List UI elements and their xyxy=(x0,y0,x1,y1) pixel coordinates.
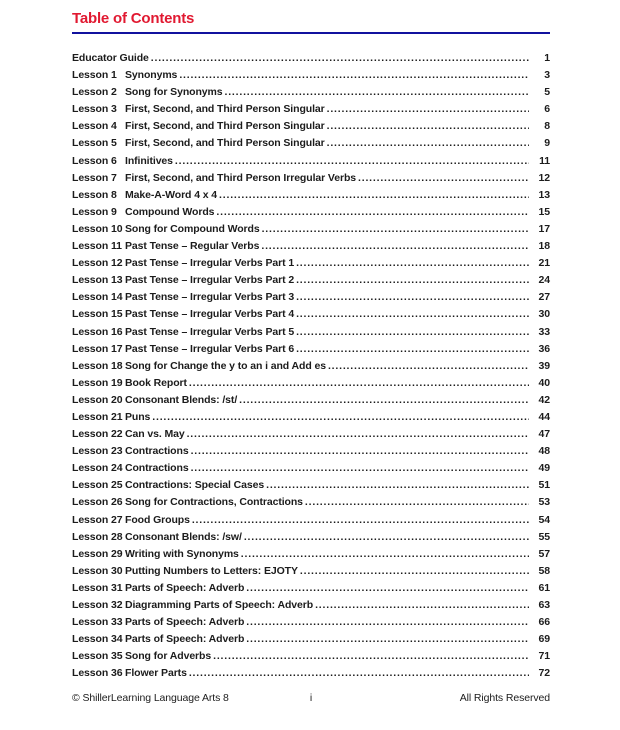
lesson-number: Lesson 9 xyxy=(72,205,117,218)
entry-title: Consonant Blends: /st/ xyxy=(125,393,238,406)
lesson-number: Lesson 10 xyxy=(72,222,123,235)
toc-entry[interactable] xyxy=(72,170,550,187)
toc-entry[interactable] xyxy=(72,392,550,409)
lesson-number: Lesson 30 xyxy=(72,564,123,577)
entry-page-number: 1 xyxy=(544,52,550,64)
entry-page-number: 21 xyxy=(538,257,550,270)
dot-leader xyxy=(327,118,529,135)
entry-page-number: 53 xyxy=(538,496,550,509)
dot-leader xyxy=(189,375,529,392)
toc-entry[interactable] xyxy=(72,460,550,477)
entry-title: Book Report xyxy=(125,376,187,389)
toc-entry[interactable] xyxy=(72,648,550,665)
toc-entry[interactable] xyxy=(72,546,550,563)
lesson-number: Lesson 2 xyxy=(72,86,117,99)
entry-title: Song for Synonyms xyxy=(125,86,223,99)
dot-leader xyxy=(187,426,529,443)
entry-page-number: 69 xyxy=(538,633,550,646)
entry-page-number: 39 xyxy=(538,359,550,372)
entry-title: Past Tense – Irregular Verbs Part 3 xyxy=(125,291,295,304)
lesson-number: Lesson 11 xyxy=(72,240,122,253)
entry-page-number: 71 xyxy=(538,650,550,663)
entry-page-number: 61 xyxy=(538,581,550,594)
lesson-number: Lesson 31 xyxy=(72,581,123,594)
dot-leader xyxy=(189,665,529,682)
entry-page-number: 3 xyxy=(544,69,550,82)
entry-title: Parts of Speech: Adverb xyxy=(125,581,245,594)
lesson-number: Lesson 15 xyxy=(72,308,123,321)
entry-title: Past Tense – Irregular Verbs Part 5 xyxy=(125,325,295,338)
entry-title: Compound Words xyxy=(125,205,215,218)
entry-title: Parts of Speech: Adverb xyxy=(125,633,245,646)
toc-entry[interactable] xyxy=(72,409,550,426)
toc-entry[interactable] xyxy=(72,563,550,580)
entry-page-number: 8 xyxy=(544,120,550,133)
entry-page-number: 12 xyxy=(538,171,550,184)
entry-page-number: 72 xyxy=(538,667,550,680)
lesson-number: Lesson 25 xyxy=(72,479,123,492)
dot-leader xyxy=(246,580,529,597)
toc-entry[interactable] xyxy=(72,187,550,204)
dot-leader xyxy=(328,358,529,375)
toc-entry[interactable] xyxy=(72,118,550,135)
entry-title: Food Groups xyxy=(125,513,190,526)
toc-entry[interactable] xyxy=(72,135,550,152)
entry-title: Past Tense – Irregular Verbs Part 1 xyxy=(125,257,295,270)
dot-leader xyxy=(219,187,529,204)
dot-leader xyxy=(300,563,529,580)
dot-leader xyxy=(296,289,529,306)
dot-leader xyxy=(296,306,529,323)
dot-leader xyxy=(151,50,529,67)
lesson-number: Lesson 29 xyxy=(72,547,123,560)
entry-title: First, Second, and Third Person Irregular Verbs xyxy=(125,171,357,184)
entry-title: Infinitives xyxy=(125,154,173,167)
document-content xyxy=(72,10,550,682)
entry-title: Contractions xyxy=(125,445,189,458)
page-title: Table of Contents xyxy=(72,10,195,27)
page-footer xyxy=(72,692,550,704)
entry-page-number: 17 xyxy=(538,222,550,235)
lesson-number: Lesson 21 xyxy=(72,410,123,423)
entry-title: Song for Adverbs xyxy=(125,650,212,663)
dot-leader xyxy=(241,546,529,563)
entry-title: First, Second, and Third Person Singular xyxy=(125,137,325,150)
toc-entry[interactable] xyxy=(72,221,550,238)
entry-title: Contractions xyxy=(125,462,189,475)
lesson-number: Lesson 27 xyxy=(72,513,123,526)
entry-title: Putting Numbers to Letters: EJOTY xyxy=(125,564,298,577)
toc-entry[interactable] xyxy=(72,580,550,597)
lesson-number: Lesson 3 xyxy=(72,103,117,116)
toc-entry[interactable] xyxy=(72,204,550,221)
entry-page-number: 54 xyxy=(538,513,550,526)
entry-page-number: 49 xyxy=(538,462,550,475)
entry-title: Educator Guide xyxy=(72,52,149,64)
toc-entry[interactable] xyxy=(72,255,550,272)
toc-entry[interactable] xyxy=(72,631,550,648)
lesson-number: Lesson 14 xyxy=(72,291,123,304)
toc-entry[interactable] xyxy=(72,84,550,101)
lesson-number: Lesson 24 xyxy=(72,462,123,475)
entry-page-number: 58 xyxy=(538,564,550,577)
entry-page-number: 63 xyxy=(538,599,550,611)
entry-title: Flower Parts xyxy=(125,667,187,680)
lesson-number: Lesson 32 xyxy=(72,599,123,611)
dot-leader xyxy=(152,409,529,426)
toc-entry[interactable] xyxy=(72,443,550,460)
entry-title: Song for Compound Words xyxy=(125,222,260,235)
dot-leader xyxy=(296,324,529,341)
dot-leader xyxy=(261,238,529,255)
entry-page-number: 30 xyxy=(538,308,550,321)
entry-title: Parts of Speech: Adverb xyxy=(125,616,245,629)
entry-page-number: 47 xyxy=(538,428,550,441)
lesson-number: Lesson 23 xyxy=(72,445,123,458)
entry-page-number: 48 xyxy=(538,445,550,458)
entry-title: Writing with Synonyms xyxy=(125,547,239,560)
entry-page-number: 18 xyxy=(538,240,550,253)
toc-entry[interactable] xyxy=(72,324,550,341)
entry-page-number: 55 xyxy=(538,530,550,543)
lesson-number: Lesson 16 xyxy=(72,325,123,338)
entry-page-number: 44 xyxy=(538,410,550,423)
lesson-number: Lesson 12 xyxy=(72,257,123,270)
entry-page-number: 36 xyxy=(538,342,550,355)
entry-title: Diagramming Parts of Speech: Adverb xyxy=(125,599,314,611)
lesson-number: Lesson 6 xyxy=(72,154,117,167)
toc-list xyxy=(72,50,550,682)
entry-title: Song for Change the y to an i and Add es xyxy=(125,359,326,372)
lesson-number: Lesson 4 xyxy=(72,120,117,133)
toc-entry[interactable] xyxy=(72,494,550,511)
toc-entry[interactable] xyxy=(72,358,550,375)
dot-leader xyxy=(192,512,529,529)
lesson-number: Lesson 28 xyxy=(72,530,123,543)
lesson-number: Lesson 7 xyxy=(72,171,117,184)
entry-page-number: 42 xyxy=(538,393,550,406)
dot-leader xyxy=(216,204,529,221)
dot-leader xyxy=(315,597,529,614)
lesson-number: Lesson 13 xyxy=(72,274,123,287)
footer-copyright: © ShillerLearning Language Arts 8 xyxy=(72,692,229,704)
lesson-number: Lesson 35 xyxy=(72,650,123,663)
entry-title: Past Tense – Regular Verbs xyxy=(125,240,260,253)
entry-title: Song for Contractions, Contractions xyxy=(125,496,303,509)
dot-leader xyxy=(327,135,529,152)
dot-leader xyxy=(327,101,529,118)
toc-entry[interactable] xyxy=(72,153,550,170)
lesson-number: Lesson 18 xyxy=(72,359,123,372)
entry-title: First, Second, and Third Person Singular xyxy=(125,120,325,133)
entry-title: Make-A-Word 4 x 4 xyxy=(125,188,218,201)
entry-page-number: 27 xyxy=(538,291,550,304)
toc-entry[interactable] xyxy=(72,375,550,392)
dot-leader xyxy=(175,153,529,170)
entry-title: Synonyms xyxy=(125,69,178,82)
lesson-number: Lesson 33 xyxy=(72,616,123,629)
entry-page-number: 66 xyxy=(538,616,550,629)
lesson-number: Lesson 36 xyxy=(72,667,123,680)
lesson-number: Lesson 22 xyxy=(72,428,123,441)
entry-title: First, Second, and Third Person Singular xyxy=(125,103,325,116)
entry-page-number: 11 xyxy=(539,154,550,167)
footer-page-number: i xyxy=(309,692,313,704)
lesson-number: Lesson 5 xyxy=(72,137,117,150)
dot-leader xyxy=(296,255,529,272)
dot-leader xyxy=(213,648,529,665)
title-underline xyxy=(72,32,550,34)
entry-title: Past Tense – Irregular Verbs Part 6 xyxy=(125,342,295,355)
entry-title: Puns xyxy=(125,410,151,423)
toc-entry[interactable] xyxy=(72,67,550,84)
dot-leader xyxy=(296,341,529,358)
dot-leader xyxy=(246,614,529,631)
toc-entry[interactable] xyxy=(72,238,550,255)
toc-entry[interactable] xyxy=(72,101,550,118)
lesson-number: Lesson 20 xyxy=(72,393,123,406)
entry-page-number: 15 xyxy=(538,205,550,218)
dot-leader xyxy=(246,631,529,648)
lesson-number: Lesson 19 xyxy=(72,376,123,389)
dot-leader xyxy=(358,170,529,187)
lesson-number: Lesson 17 xyxy=(72,342,123,355)
entry-title: Can vs. May xyxy=(125,428,185,441)
toc-entry[interactable] xyxy=(72,477,550,494)
toc-entry[interactable] xyxy=(72,597,550,614)
footer-rights: All Rights Reserved xyxy=(459,692,551,704)
entry-page-number: 51 xyxy=(538,479,550,492)
dot-leader xyxy=(296,272,529,289)
dot-leader xyxy=(239,392,529,409)
dot-leader xyxy=(224,84,529,101)
dot-leader xyxy=(191,443,529,460)
entry-page-number: 24 xyxy=(538,274,550,287)
entry-page-number: 57 xyxy=(538,547,550,560)
toc-entry[interactable] xyxy=(72,512,550,529)
lesson-number: Lesson 8 xyxy=(72,188,117,201)
dot-leader xyxy=(266,477,529,494)
toc-entry[interactable] xyxy=(72,306,550,323)
lesson-number: Lesson 26 xyxy=(72,496,123,509)
dot-leader xyxy=(191,460,529,477)
entry-page-number: 40 xyxy=(538,376,550,389)
dot-leader xyxy=(244,529,529,546)
entry-page-number: 6 xyxy=(544,103,550,116)
toc-entry[interactable] xyxy=(72,50,550,67)
dot-leader xyxy=(179,67,529,84)
toc-entry[interactable] xyxy=(72,272,550,289)
entry-page-number: 13 xyxy=(538,188,550,201)
entry-title: Past Tense – Irregular Verbs Part 4 xyxy=(125,308,295,321)
entry-title: Consonant Blends: /sw/ xyxy=(125,530,242,543)
lesson-number: Lesson 34 xyxy=(72,633,123,646)
entry-page-number: 9 xyxy=(544,137,550,150)
toc-entry[interactable] xyxy=(72,341,550,358)
entry-title: Contractions: Special Cases xyxy=(125,479,265,492)
toc-entry[interactable] xyxy=(72,426,550,443)
toc-entry[interactable] xyxy=(72,665,550,682)
entry-page-number: 5 xyxy=(544,86,550,99)
lesson-number: Lesson 1 xyxy=(72,69,117,82)
toc-entry[interactable] xyxy=(72,289,550,306)
toc-entry[interactable] xyxy=(72,529,550,546)
dot-leader xyxy=(262,221,529,238)
entry-title: Past Tense – Irregular Verbs Part 2 xyxy=(125,274,295,287)
dot-leader xyxy=(305,494,529,511)
toc-entry[interactable] xyxy=(72,614,550,631)
entry-page-number: 33 xyxy=(538,325,550,338)
